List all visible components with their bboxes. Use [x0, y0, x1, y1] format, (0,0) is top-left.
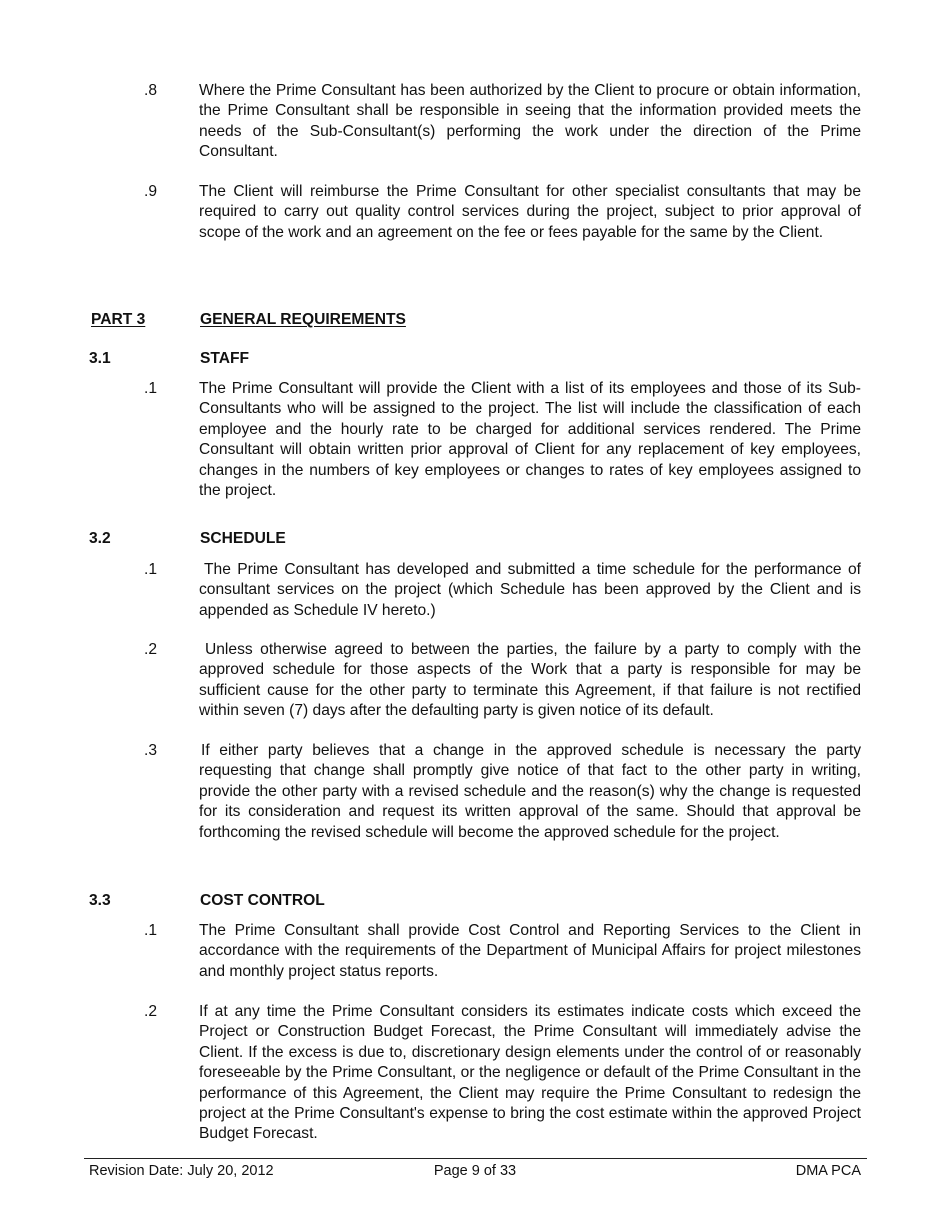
part-title: GENERAL REQUIREMENTS: [200, 311, 406, 328]
item-number: .9: [144, 183, 158, 200]
item-number: .1: [144, 561, 158, 578]
section-number: 3.3: [89, 892, 111, 909]
section-title: SCHEDULE: [200, 530, 286, 547]
footer-rule: [84, 1158, 867, 1159]
item-number: .2: [144, 641, 158, 658]
item-number: .1: [144, 922, 158, 939]
item-number: .3: [144, 742, 158, 759]
item-text: Where the Prime Consultant has been authorized by the Client to procure or obtain information, the Prime Consultant shall be responsible in seeing that the information provided meets the needs of the Sub-Consultant(s) performing the work under the direction of the Prime Consultant.: [199, 82, 861, 161]
item-text: The Prime Consultant shall provide Cost Control and Reporting Services to the Client in accordance with the requirements of the Department of Municipal Affairs for project milestones and monthly project status reports.: [199, 922, 861, 980]
item-text: The Client will reimburse the Prime Consultant for other specialist consultants that may be required to carry out quality control services during the project, subject to prior approval of scope of the work and an agreement on the fee or fees payable for the same by the Client.: [199, 183, 861, 241]
item-text: The Prime Consultant has developed and submitted a time schedule for the performance of consultant services on the project (which Schedule has been approved by the Client and is appended as Schedule IV hereto.): [199, 561, 861, 619]
item-text: If at any time the Prime Consultant considers its estimates indicate costs which exceed the Project or Construction Budget Forecast, the Prime Consultant will immediately advise the Client. If the excess is due to, discretionary design elements under the control of or reasonably foreseeable by the Prime Consultant, or the negligence or default of the Prime Consultant in the performance of this Agreement, the Client may require the Prime Consultant to redesign the project at the Prime Consultant's expense to bring the cost estimate within the approved Project Budget Forecast.: [199, 1003, 861, 1143]
item-text: The Prime Consultant will provide the Client with a list of its employees and those of its Sub-Consultants who will be assigned to the project. The list will include the classification of each employee and the hourly rate to be charged for additional services rendered. The Prime Consultant will obtain written prior approval of Client for any replacement of key employees, changes in the numbers of key employees or changes to rates of key employees assigned to the project.: [199, 380, 861, 500]
item-number: .2: [144, 1003, 158, 1020]
section-title: STAFF: [200, 350, 250, 367]
footer-document-code: DMA PCA: [795, 1163, 861, 1179]
section-title: COST CONTROL: [200, 892, 325, 909]
footer-page-number: Page 9 of 33: [433, 1163, 517, 1179]
item-text: If either party believes that a change in the approved schedule is necessary the party requesting that change shall promptly give notice of that fact to the other party in writing, provide the other party with a revised schedule and the reason(s) why the change is requested for its consideration and request its written approval of the same. Should that approval be forthcoming the revised schedule will become the approved schedule for the project.: [199, 742, 861, 841]
part-label: PART 3: [91, 311, 146, 328]
section-number: 3.1: [89, 350, 111, 367]
item-number: .8: [144, 82, 158, 99]
item-text: Unless otherwise agreed to between the parties, the failure by a party to comply with the approved schedule for those aspects of the Work that a party is responsible for may be sufficient cause for the other party to terminate this Agreement, if that failure is not rectified within seven (7) days after the defaulting party is given notice of its default.: [199, 641, 861, 720]
item-number: .1: [144, 380, 158, 397]
footer-revision-date: Revision Date: July 20, 2012: [89, 1163, 274, 1179]
section-number: 3.2: [89, 530, 111, 547]
